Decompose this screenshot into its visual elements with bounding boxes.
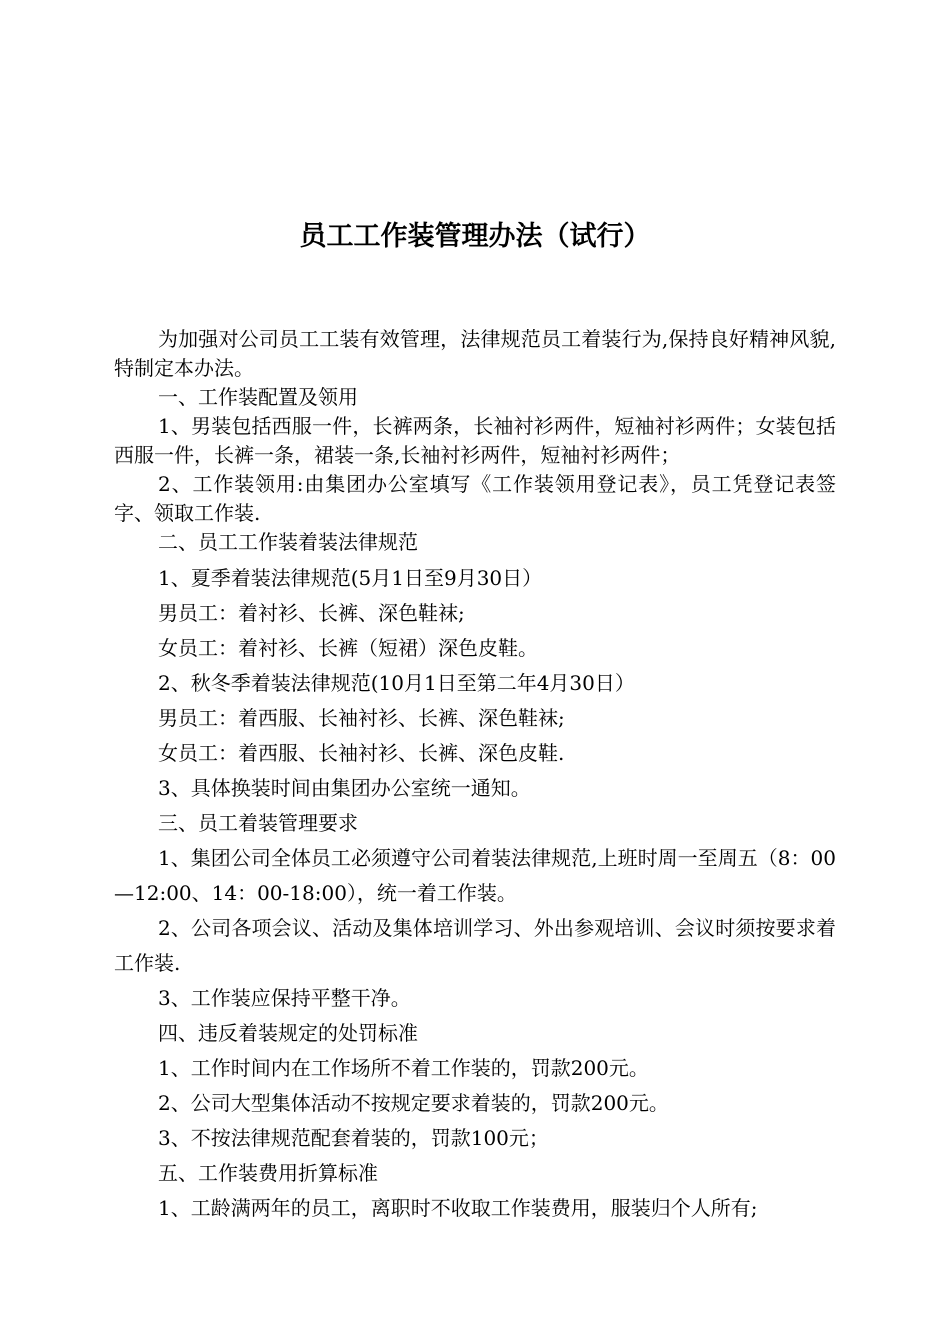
intro-paragraph: 为加强对公司员工工装有效管理，法律规范员工着装行为,保持良好精神风貌,特制定本办法。 <box>114 327 836 380</box>
paragraph-penalty-3: 3、不按法律规范配套着装的，罚款100元； <box>158 1126 549 1150</box>
paragraph-clean: 3、工作装应保持平整干净。 <box>158 986 411 1010</box>
paragraph-uniform-allocation: 1、男装包括西服一件，长裤两条，长袖衬衫两件，短袖衬衫两件；女装包括西服一件，长裤一条，裙装一条,长袖衬衫两件，短袖衬衫两件； <box>114 414 836 467</box>
section-heading-5: 五、工作装费用折算标准 <box>158 1161 378 1185</box>
paragraph-cost-1: 1、工龄满两年的员工，离职时不收取工作装费用，服装归个人所有; <box>158 1196 758 1220</box>
paragraph-summer-female: 女员工：着衬衫、长裤（短裙）深色皮鞋。 <box>158 636 538 660</box>
section-heading-1: 一、工作装配置及领用 <box>158 385 358 409</box>
paragraph-summer-dress: 1、夏季着装法律规范(5月1日至9月30日） <box>158 566 543 590</box>
document-body <box>114 325 836 1226</box>
section-heading-3: 三、员工着装管理要求 <box>158 811 358 835</box>
paragraph-winter-female: 女员工：着西服、长袖衬衫、长裤、深色皮鞋. <box>158 741 565 765</box>
paragraph-meetings: 2、公司各项会议、活动及集体培训学习、外出参观培训、会议时须按要求着工作装. <box>114 916 836 975</box>
paragraph-winter-male: 男员工：着西服、长袖衬衫、长裤、深色鞋袜; <box>158 706 565 730</box>
paragraph-winter-dress: 2、秋冬季着装法律规范(10月1日至第二年4月30日） <box>158 671 635 695</box>
paragraph-change-notice: 3、具体换装时间由集团办公室统一通知。 <box>158 776 531 800</box>
paragraph-penalty-1: 1、工作时间内在工作场所不着工作装的，罚款200元。 <box>158 1056 649 1080</box>
paragraph-summer-male: 男员工：着衬衫、长裤、深色鞋袜; <box>158 601 465 625</box>
paragraph-work-hours: 1、集团公司全体员工必须遵守公司着装法律规范,上班时周一至周五（8：00—12:00、14：00-18:00），统一着工作装。 <box>114 846 836 905</box>
paragraph-penalty-2: 2、公司大型集体活动不按规定要求着装的，罚款200元。 <box>158 1091 669 1115</box>
document-title: 员工工作装管理办法（试行） <box>299 221 651 252</box>
section-heading-2: 二、员工工作装着装法律规范 <box>158 530 418 554</box>
paragraph-uniform-collection: 2、工作装领用:由集团办公室填写《工作装领用登记表》，员工凭登记表签字、领取工作装. <box>114 472 836 525</box>
section-heading-4: 四、违反着装规定的处罚标准 <box>158 1021 418 1045</box>
